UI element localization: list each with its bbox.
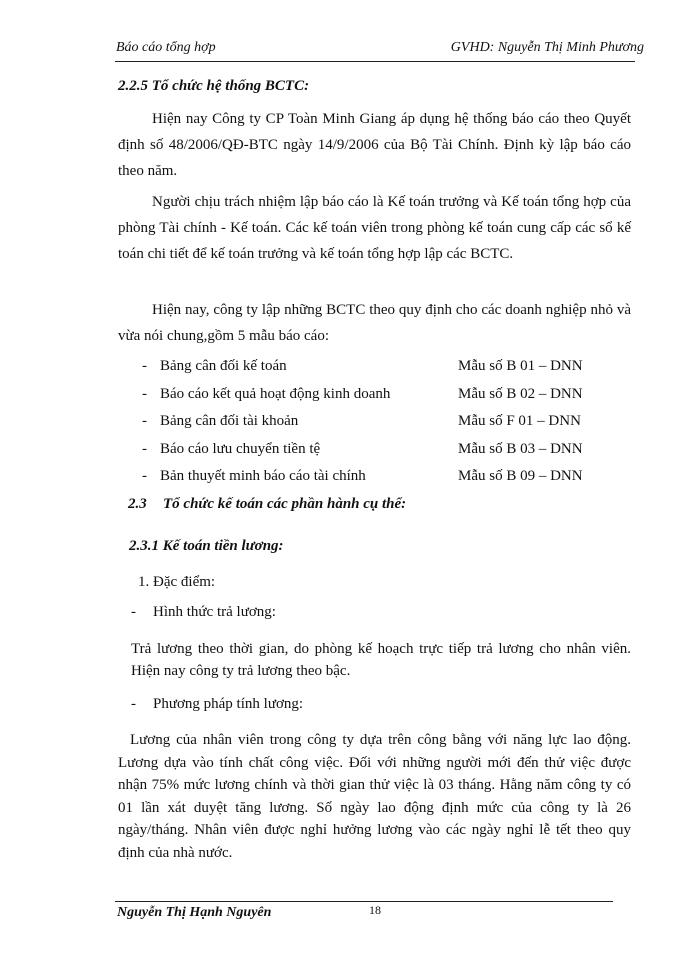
report-name: Báo cáo kết quả hoạt động kinh doanh — [160, 386, 391, 402]
paragraph-225-2: Người chịu trách nhiệm lập báo cáo là Kế toán trưởng và Kế toán tổng hợp của phòng Tài chính - Kế toán. Các kế toán viên trong phòng kế toán cung cấp các sổ kế toán chi tiết để kế toán trưởng và kế toán tổng hợp lập các BCTC. — [118, 194, 631, 262]
report-code: Mẫu số F 01 – DNN — [458, 413, 581, 429]
report-code: Mẫu số B 01 – DNN — [458, 358, 583, 374]
report-item — [118, 441, 598, 461]
heading-231: 2.3.1 Kế toán tiền lương: — [129, 538, 284, 554]
report-name: Bảng cân đối kế toán — [160, 358, 287, 374]
paragraph-231-1: Trả lương theo thời gian, do phòng kế hoạch trực tiếp trả lương cho nhân viên. Hiện nay công ty trả lương theo bậc. — [131, 641, 631, 679]
report-code: Mẫu số B 09 – DNN — [458, 468, 583, 484]
header-left: Báo cáo tổng hợp — [116, 40, 216, 55]
report-name: Bảng cân đối tài khoản — [160, 413, 299, 429]
sub-hinh-thuc: Hình thức trả lương: — [153, 604, 276, 620]
heading-225: 2.2.5 Tổ chức hệ thống BCTC: — [118, 78, 310, 94]
heading-23: Tổ chức kế toán các phần hành cụ thể: — [163, 496, 407, 512]
list-dash: - — [142, 358, 147, 374]
page-number: 18 — [369, 903, 381, 917]
list-dash: - — [131, 696, 136, 712]
report-name: Bản thuyết minh báo cáo tài chính — [160, 468, 366, 484]
list-dash: - — [142, 413, 147, 429]
report-code: Mẫu số B 03 – DNN — [458, 441, 583, 457]
paragraph-225-1: Hiện nay Công ty CP Toàn Minh Giang áp dụng hệ thống báo cáo theo Quyết định số 48/2006/QĐ-BTC ngày 14/9/2006 của Bộ Tài Chính. Định kỳ lập báo cáo theo năm. — [118, 111, 631, 179]
section-23-number: 2.3 — [128, 496, 147, 512]
report-item — [118, 413, 598, 433]
report-code: Mẫu số B 02 – DNN — [458, 386, 583, 402]
footer-author: Nguyễn Thị Hạnh Nguyên — [117, 905, 272, 920]
report-item — [118, 386, 598, 406]
report-item — [118, 468, 598, 488]
paragraph-225-3: Hiện nay, công ty lập những BCTC theo quy định cho các doanh nghiệp nhỏ và vừa nói chung,gồm 5 mẫu báo cáo: — [118, 302, 631, 344]
item-dac-diem: 1. Đặc điểm: — [138, 574, 216, 590]
header-divider — [115, 61, 635, 62]
footer-divider — [115, 901, 613, 902]
sub-phuong-phap: Phương pháp tính lương: — [153, 696, 304, 712]
report-item — [118, 358, 598, 378]
list-dash: - — [142, 468, 147, 484]
list-dash: - — [142, 441, 147, 457]
list-dash: - — [142, 386, 147, 402]
list-dash: - — [131, 604, 136, 620]
paragraph-231-2: Lương của nhân viên trong công ty dựa trên công bằng với năng lực lao động. Lương dựa vào tính chất công việc. Đối với những người mới đến thử việc được nhận 75% mức lương chính và thời gian thử việc là 03 tháng. Hằng năm công ty có 01 lần xát duyệt tăng lương. Số ngày lao động định mức của công ty là 26 ngày/tháng. Nhân viên được nghỉ hưởng lương vào các ngày nghỉ lễ tết theo quy định của nhà nước. — [118, 732, 631, 861]
report-name: Báo cáo lưu chuyển tiền tệ — [160, 441, 321, 457]
header-right: GVHD: Nguyễn Thị Minh Phương — [450, 40, 644, 55]
